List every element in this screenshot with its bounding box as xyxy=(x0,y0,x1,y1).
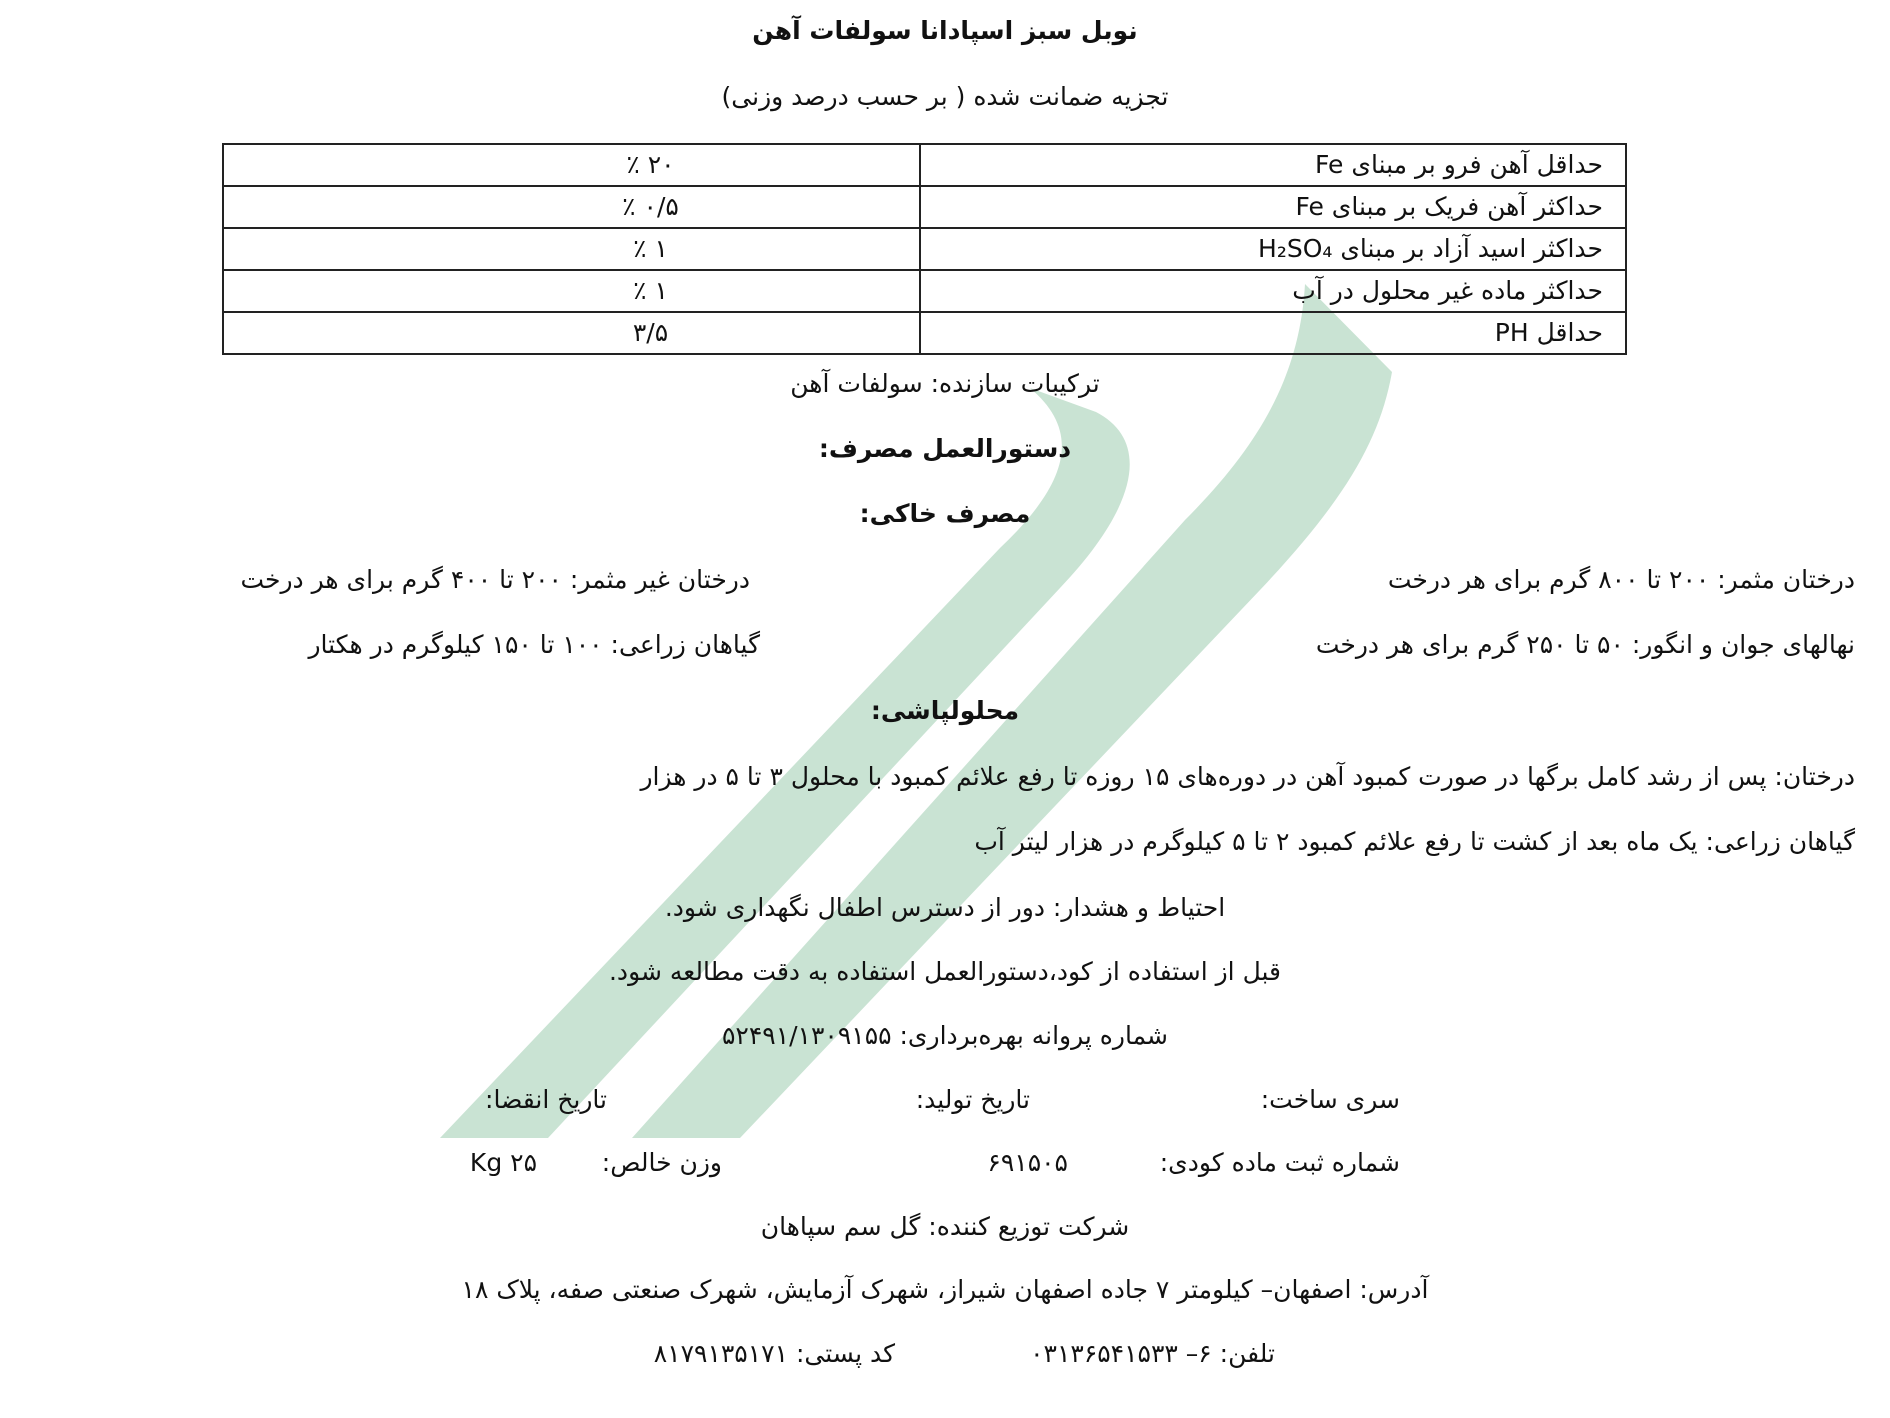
phone-text: تلفن: ۶– ۰۳۱۳۶۵۴۱۵۳۳ xyxy=(1030,1339,1275,1368)
soil-fruit-trees: درختان مثمر: ۲۰۰ تا ۸۰۰ گرم برای هر درخت xyxy=(1387,565,1855,594)
production-date-label: تاریخ تولید: xyxy=(915,1085,1030,1114)
usage-heading: دستورالعمل مصرف: xyxy=(818,434,1072,463)
table-value-cell: ۳/۵ xyxy=(223,312,920,354)
table-label-cell: حداکثر ماده غیر محلول در آب xyxy=(920,270,1626,312)
soil-heading: مصرف خاکی: xyxy=(859,499,1031,528)
batch-label: سری ساخت: xyxy=(1260,1085,1400,1114)
table-label-cell: حداکثر اسید آزاد بر مبنای H₂SO₄ xyxy=(920,228,1626,270)
spray-crops: گیاهان زراعی: یک ماه بعد از کشت تا رفع علائم کمبود ۲ تا ۵ کیلوگرم در هزار لیتر آب xyxy=(974,827,1855,856)
license-number: شماره پروانه بهره‌برداری: ۵۲۴۹۱/۱۳۰۹۱۵۵ xyxy=(722,1021,1168,1050)
product-title: نوبل سبز اسپادانا سولفات آهن xyxy=(752,16,1138,45)
table-value-cell: ۰/۵ ٪ xyxy=(223,186,920,228)
address-text: آدرس: اصفهان– کیلومتر ۷ جاده اصفهان شیراز، شهرک آزمایش، شهرک صنعتی صفه، پلاک ۱۸ xyxy=(461,1275,1429,1304)
spray-heading: محلولپاشی: xyxy=(870,696,1020,725)
net-weight-value: ۲۵ Kg xyxy=(469,1148,537,1177)
distributor-text: شرکت توزیع کننده: گل سم سپاهان xyxy=(760,1212,1130,1241)
table-row xyxy=(223,228,1626,270)
soil-non-fruit-trees: درختان غیر مثمر: ۲۰۰ تا ۴۰۰ گرم برای هر درخت xyxy=(240,565,750,594)
spray-trees: درختان: پس از رشد کامل برگها در صورت کمبود آهن در دوره‌های ۱۵ روزه تا رفع علائم کمبود با محلول ۳ تا ۵ در هزار xyxy=(640,762,1855,791)
analysis-table xyxy=(222,143,1627,355)
read-instructions-text: قبل از استفاده از کود،دستورالعمل استفاده به دقت مطالعه شود. xyxy=(608,957,1282,986)
soil-crops: گیاهان زراعی: ۱۰۰ تا ۱۵۰ کیلوگرم در هکتار xyxy=(308,630,760,659)
warning-text: احتیاط و هشدار: دور از دسترس اطفال نگهداری شود. xyxy=(664,893,1226,922)
table-value-cell: ۱ ٪ xyxy=(223,270,920,312)
table-value-cell: ۱ ٪ xyxy=(223,228,920,270)
table-label-cell: حداقل آهن فرو بر مبنای Fe xyxy=(920,144,1626,186)
table-label-cell: حداقل PH xyxy=(920,312,1626,354)
table-row xyxy=(223,270,1626,312)
postal-code-text: کد پستی: ۸۱۷۹۱۳۵۱۷۱ xyxy=(653,1339,895,1368)
registration-number: ۶۹۱۵۰۵ xyxy=(987,1148,1068,1177)
table-row xyxy=(223,186,1626,228)
table-value-cell: ۲۰ ٪ xyxy=(223,144,920,186)
table-row xyxy=(223,312,1626,354)
table-label-cell: حداکثر آهن فریک بر مبنای Fe xyxy=(920,186,1626,228)
expiry-date-label: تاریخ انقضا: xyxy=(485,1085,607,1114)
soil-seedlings: نهالهای جوان و انگور: ۵۰ تا ۲۵۰ گرم برای هر درخت xyxy=(1315,630,1855,659)
table-row xyxy=(223,144,1626,186)
net-weight-label: وزن خالص: xyxy=(601,1148,722,1177)
registration-label: شماره ثبت ماده کودی: xyxy=(1159,1148,1400,1177)
analysis-subtitle: تجزیه ضمانت شده ( بر حسب درصد وزنی) xyxy=(721,82,1169,111)
composition-text: ترکیبات سازنده: سولفات آهن xyxy=(790,369,1100,398)
